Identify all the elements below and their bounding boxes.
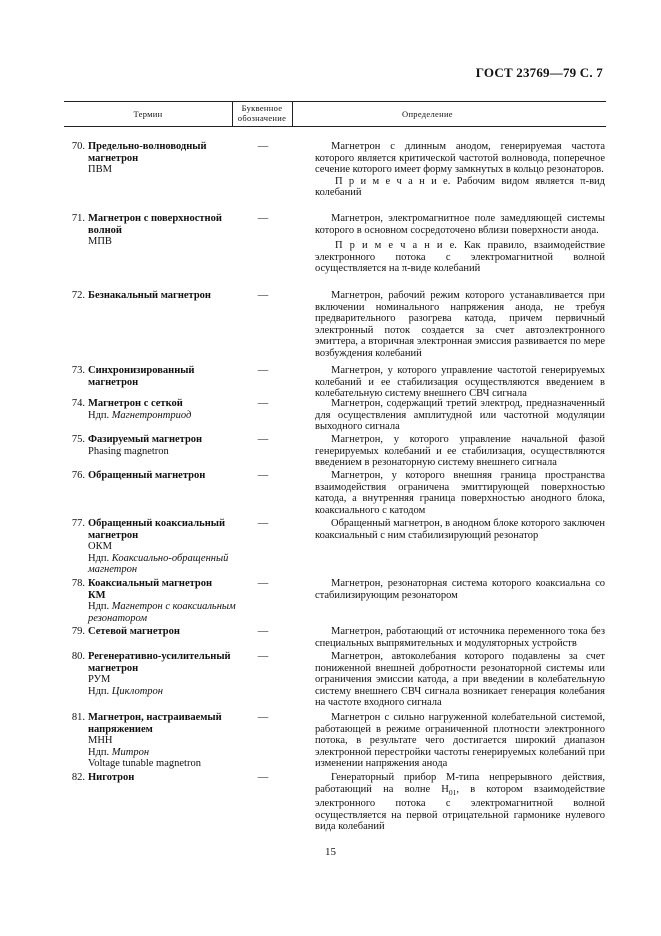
- definition-text: [315, 772, 605, 833]
- term-abbreviation: КМ: [88, 589, 106, 601]
- letter-code: —: [257, 213, 269, 224]
- column-header-letter: Буквенное обозначение: [237, 103, 287, 123]
- term-name: Регенеративно-усилительный магнетрон: [88, 651, 231, 674]
- definition-text: Магнетрон, резонаторная система которого коаксиальна со стабилизирующим резонатором: [315, 578, 605, 601]
- term-name: Магнетрон с сеткой: [88, 398, 183, 409]
- entry-number: 79.: [71, 626, 85, 637]
- term-cell: [88, 578, 238, 624]
- definition: [315, 213, 605, 275]
- page-number: 15: [325, 846, 336, 858]
- term-abbreviation: РУМ: [88, 674, 111, 686]
- entry-number: 73.: [71, 365, 85, 376]
- letter-code: —: [257, 365, 269, 376]
- definition-text: Обращенный магнетрон, в анодном блоке которого заключен коаксиальный с ним стабилизирующий резонатор: [315, 518, 605, 541]
- subscript: 01: [448, 787, 457, 797]
- definition-text: Магнетрон с длинным анодом, генерируемая частота которого является критической частотой волновода, поперечное сечение которого имеет форму замкнутых в кольцо резонаторов.: [315, 141, 605, 176]
- definition-text: Магнетрон, содержащий третий электрод, предназначенный для осуществления амплитудной или частотной модуляции выходного сигнала: [315, 398, 605, 433]
- definition: [315, 518, 605, 541]
- entry-number: 78.: [71, 578, 85, 589]
- definition: [315, 290, 605, 360]
- synonym-term: Циклотрон: [111, 685, 163, 697]
- definition-text: Магнетрон, у которого управление частотой генерируемых колебаний и ее стабилизация осуществляются введением в колебательную систему внешнего СВЧ сигнала: [315, 365, 605, 400]
- document-header: ГОСТ 23769—79 С. 7: [475, 65, 603, 80]
- entry-number: 71.: [71, 213, 85, 224]
- term-name: Магнетрон, настраиваемый напряжением: [88, 712, 222, 735]
- definition: [315, 434, 605, 469]
- synonym-label: Ндп.: [88, 601, 110, 613]
- synonym-label: Ндп.: [88, 409, 110, 421]
- synonym-label: Ндп.: [88, 552, 110, 564]
- term-name: Сетевой магнетрон: [88, 626, 180, 637]
- term-name: Обращенный коаксиальный магнетрон: [88, 518, 225, 541]
- entry-number: 77.: [71, 518, 85, 529]
- letter-code: —: [257, 518, 269, 529]
- entry-number: 76.: [71, 470, 85, 481]
- term-name: Синхронизированный магнетрон: [88, 365, 195, 388]
- letter-code: —: [257, 470, 269, 481]
- term-cell: [88, 141, 238, 176]
- term-name: Предельно-волноводный магнетрон: [88, 141, 207, 164]
- definition: [315, 626, 605, 649]
- term-english: Phasing magnetron: [88, 445, 169, 457]
- entry-number: 82.: [71, 772, 85, 783]
- definition-text: Магнетрон, рабочий режим которого устанавливается при включении номинального напряжения анода, не требуя предварительного разогрева катода, причем первичный электронный поток создается за счет автоэлектронного эмиттера, а вторичная электронная эмиссия развивается по мере возбуждения колебаний: [315, 290, 605, 359]
- entry-number: 72.: [71, 290, 85, 301]
- definition-text: Магнетрон, работающий от источника переменного тока без специальных выпрямительных и модуляторных устройств: [315, 626, 605, 649]
- entry-number: 74.: [71, 398, 85, 409]
- letter-code: —: [257, 712, 269, 723]
- column-header-definition: Определение: [402, 109, 453, 119]
- letter-code: —: [257, 398, 269, 409]
- entry-number: 70.: [71, 141, 85, 152]
- term-name: Ниготрон: [88, 772, 135, 783]
- definition-text: Магнетрон, у которого внешняя граница пространства взаимодействия ограничена эмиттирующей поверхностью катода, а внутренняя граница поверхностью анодного блока, коаксиального с катодом: [315, 470, 605, 516]
- synonym-label: Ндп.: [88, 746, 110, 758]
- definition: [315, 772, 605, 833]
- synonym-term: Митрон: [111, 746, 150, 758]
- synonym-term: Коаксиально-обращенный магнетрон: [88, 552, 229, 576]
- definition-text: Магнетрон, электромагнитное поле замедляющей системы которого в основном сосредоточено вблизи поверхности анода.: [315, 213, 605, 236]
- letter-code: —: [257, 772, 269, 783]
- synonym-label: Ндп.: [88, 685, 110, 697]
- term-cell: [88, 712, 238, 770]
- table-header-rule: [64, 126, 606, 127]
- definition-text: Магнетрон, автоколебания которого подавлены за счет пониженной внешней добротности резонаторной системы или ограничения эмиссии катода, а при введении в колебательную систему внешнего СВЧ сигнала возникает генерация колебания на частоте входного сигнала: [315, 651, 605, 709]
- definition-text: Магнетрон, у которого управление начальной фазой генерируемых колебаний и ее стабилизация, осуществляются введением в резонаторную систему внешнего сигнала: [315, 434, 605, 469]
- letter-code: —: [257, 141, 269, 152]
- entry-number: 80.: [71, 651, 85, 662]
- term-cell: [88, 213, 238, 248]
- term-abbreviation: МПВ: [88, 236, 112, 248]
- definition-text-part: Генераторный прибор М-типа непрерывного действия, работающий на волне H: [315, 772, 605, 795]
- letter-code: —: [257, 434, 269, 445]
- entry-number: 75.: [71, 434, 85, 445]
- entry-number: 81.: [71, 712, 85, 723]
- term-abbreviation: МНН: [88, 735, 113, 747]
- term-name: Обращенный магнетрон: [88, 470, 206, 481]
- column-header-term: Термин: [133, 109, 163, 119]
- definition: [315, 712, 605, 770]
- letter-code: —: [257, 578, 269, 589]
- synonym-term: Магнетрон с коаксиальным резонатором: [88, 601, 236, 624]
- term-cell: [88, 290, 238, 302]
- definition: [315, 398, 605, 433]
- term-cell: [88, 398, 238, 421]
- term-cell: [88, 626, 238, 638]
- definition: [315, 470, 605, 516]
- term-name: Коаксиальный магнетрон: [88, 578, 213, 589]
- term-name: Фазируемый магнетрон: [88, 434, 203, 445]
- definition: [315, 141, 605, 199]
- definition-note: П р и м е ч а н и е. Как правило, взаимодействие электронного потока с электромагнитной волной осуществляется на π-виде колебаний: [315, 240, 605, 275]
- definition: [315, 365, 605, 400]
- definition-text-part: , в котором взаимодействие электронного потока с электромагнитной волной осуществляется на первой отрицательной гармонике нулевого вида колебаний: [315, 783, 605, 833]
- term-abbreviation: ПВМ: [88, 164, 112, 176]
- table-top-rule: [64, 101, 606, 102]
- term-cell: [88, 651, 238, 697]
- term-cell: [88, 518, 238, 576]
- term-name: Магнетрон с поверхностной волной: [88, 213, 222, 236]
- term-english: Voltage tunable magnetron: [88, 758, 201, 770]
- definition-note: П р и м е ч а н и е. Рабочим видом является π-вид колебаний: [315, 175, 605, 199]
- term-abbreviation: ОКМ: [88, 541, 112, 553]
- letter-code: —: [257, 626, 269, 637]
- definition: [315, 651, 605, 709]
- definition-text: Магнетрон с сильно нагруженной колебательной системой, работающей в режиме ограниченной плотности электронного потока, в результате чего достигается широкий диапазон электронной перестройки частоты генерируемых колебаний при изменении напряжения анода: [315, 712, 605, 770]
- letter-code: —: [257, 651, 269, 662]
- term-cell: [88, 470, 238, 482]
- term-cell: [88, 434, 238, 457]
- term-name: Безнакальный магнетрон: [88, 290, 211, 301]
- term-cell: [88, 772, 238, 784]
- term-cell: [88, 365, 238, 388]
- letter-code: —: [257, 290, 269, 301]
- synonym-term: Магнетронтриод: [111, 409, 192, 421]
- definition: [315, 578, 605, 601]
